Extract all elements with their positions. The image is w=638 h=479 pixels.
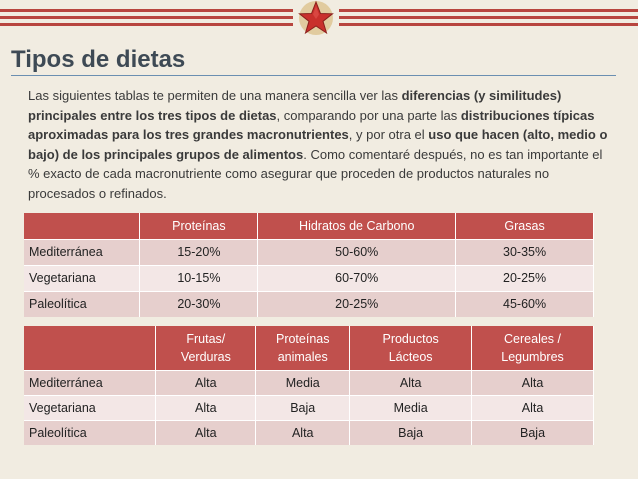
table-row xyxy=(24,395,594,420)
table-cell: 20-25% xyxy=(456,265,594,291)
header-line: Legumbres xyxy=(501,349,564,364)
header-line: animales xyxy=(277,349,328,364)
table-cell: Media xyxy=(256,370,350,395)
row-label: Mediterránea xyxy=(24,370,156,395)
table-header-cell xyxy=(472,326,594,370)
table-row xyxy=(24,420,594,445)
table-cell: 15-20% xyxy=(140,239,258,265)
row-label: Vegetariana xyxy=(24,395,156,420)
table-header-cell: Proteínas xyxy=(140,213,258,239)
intro-paragraph xyxy=(28,86,608,203)
table-cell: 10-15% xyxy=(140,265,258,291)
table-header-cell xyxy=(24,213,140,239)
intro-bold-run: distribuciones típicas aproximadas para los tres grandes macronutrientes xyxy=(28,107,595,142)
table-cell: Alta xyxy=(472,395,594,420)
intro-run: Las siguientes tablas te permiten de una manera sencilla ver las xyxy=(28,88,402,103)
header-line: Productos xyxy=(382,331,439,346)
header-line: Proteínas xyxy=(275,331,330,346)
table-row xyxy=(24,265,594,291)
table-cell: Alta xyxy=(472,370,594,395)
intro-run: . Como comentaré después, no es tan importante el % exacto de cada macronutriente como asegurar que proceden de productos naturales no procesados o refinados. xyxy=(28,146,603,201)
food-groups-table xyxy=(24,326,594,445)
table-header-cell xyxy=(256,326,350,370)
title-divider xyxy=(11,75,616,76)
row-label: Mediterránea xyxy=(24,239,140,265)
table-cell: Baja xyxy=(472,420,594,445)
table-row xyxy=(24,239,594,265)
table-header-row xyxy=(24,213,594,239)
macronutrient-table xyxy=(24,213,594,317)
table-cell: 20-25% xyxy=(258,291,456,317)
table-header-cell xyxy=(350,326,472,370)
header-line: Lácteos xyxy=(388,349,433,364)
table-cell: 45-60% xyxy=(456,291,594,317)
table-cell: Alta xyxy=(156,420,256,445)
intro-bold-run: diferencias (y similitudes) principales entre los tres tipos de dietas xyxy=(28,88,562,123)
table-header-row xyxy=(24,326,594,370)
intro-run: , comparando por una parte las xyxy=(276,107,461,123)
row-label: Paleolítica xyxy=(24,291,140,317)
table-row xyxy=(24,291,594,317)
table-cell: 30-35% xyxy=(456,239,594,265)
row-label: Vegetariana xyxy=(24,265,140,291)
intro-run: , y por otra el xyxy=(348,127,429,142)
header-line: Cereales / xyxy=(504,331,562,346)
table-header-cell xyxy=(24,326,156,370)
table-header-cell: Hidratos de Carbono xyxy=(258,213,456,239)
table-cell: Alta xyxy=(156,395,256,420)
table-cell: 50-60% xyxy=(258,239,456,265)
table-cell: Media xyxy=(350,395,472,420)
table-row xyxy=(24,370,594,395)
header-line: Frutas/ xyxy=(186,331,226,346)
table-cell: Alta xyxy=(156,370,256,395)
red-star-icon xyxy=(293,0,339,40)
table-cell: Baja xyxy=(256,395,350,420)
page-title: Tipos de dietas xyxy=(11,46,186,73)
table-cell: 20-30% xyxy=(140,291,258,317)
intro-bold-run: uso que hacen (alto, medio o bajo) de los principales grupos de alimentos xyxy=(28,127,608,162)
table-cell: 60-70% xyxy=(258,265,456,291)
table-cell: Baja xyxy=(350,420,472,445)
table-cell: Alta xyxy=(350,370,472,395)
table-header-cell xyxy=(156,326,256,370)
table-cell: Alta xyxy=(256,420,350,445)
header-line: Verduras xyxy=(180,349,231,364)
table-header-cell: Grasas xyxy=(456,213,594,239)
row-label: Paleolítica xyxy=(24,420,156,445)
